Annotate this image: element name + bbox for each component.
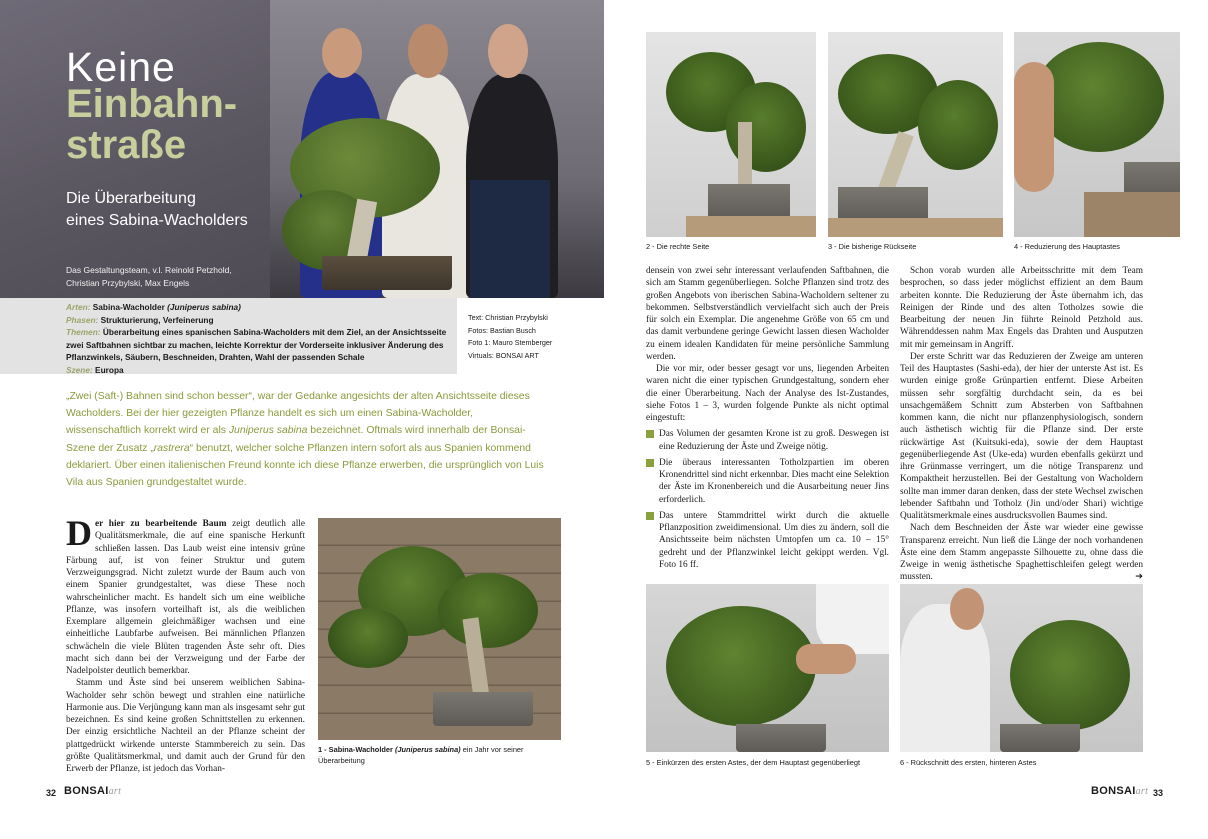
body-column-2 <box>646 265 889 571</box>
article-title-line2: Einbahn- <box>66 82 238 126</box>
photo-3-trunk <box>878 131 914 193</box>
body-column-1 <box>66 513 305 775</box>
article-credits <box>468 312 552 362</box>
continue-arrow-icon: ➔ <box>1135 571 1143 583</box>
caption-1-latin: (Juniperus sabina) <box>394 745 461 754</box>
intro-rastrera: rastrera <box>153 442 190 454</box>
hero-caption-line1: Das Gestaltungsteam, v.l. Reinold Petzhold, <box>66 265 232 275</box>
body-paragraph: Die vor mir, oder besser gesagt vor uns, liegenden Arbeiten waren nicht die einer typischen Grundgestaltung, sondern eher die einer Überarbeitung. Nach der Analyse des Ist-Zustandes, siehe Fotos 1 – 3, wurden folgende Punkte als nicht optimal eingestuft: <box>646 364 889 423</box>
intro-latin: Juniperus sabina <box>228 425 308 437</box>
infobox-phasen-value: Strukturierung, Verfeinerung <box>98 314 214 325</box>
body-paragraph: Der erste Schritt war das Reduzieren der Zweige am unteren Teil des Hauptastes (Sashi-eda), der hier der unterste Ast ist. Es wurden einige große Grünpartien entfernt. Diese Arbeiten müssen sehr sorgfältig durchdacht sein, da es bei unsachgemäßem Schnitt zum Absterben von Saftbahnen kommen kann, die nicht nur pflanzenphysiologisch, sondern auch ästhetisch wichtig für die Pflanze sind. Der erste rückwärtige Ast (Kuitsuki-eda), sowie der dem Hauptast gegenüberliegende Ast (Uke-eda) wurden ebenfalls gekürzt und ihre Grünmasse verringert, um die nötige Transparenz und Kompaktheit herzustellen. Bei der Gestaltung von Wacholdern sollte man immer daran denken, dass der stete Wechsel zwischen lebender Saftbahn und Totholz (Jin und/oder Shari) wichtige Qualitätsmerkmale eines ausdrucksvollen Baumes sind. <box>900 351 1143 521</box>
hero-caption-line2: Christian Przybylski, Max Engels <box>66 278 190 288</box>
photo-5 <box>646 584 889 752</box>
paragraph-text: Nach dem Beschneiden der Äste war wieder eine gewisse Transparenz erreicht. Nun ließ die Länge der noch vorhandenen Äste eine dem Stamm angepasste Silhouette zu, ohne dass die Zweige in wenig ästhetische Spaghettischleifen gelegt werden mussten. <box>900 523 1143 583</box>
photo-4-table <box>1084 192 1180 237</box>
page-number-left: 32 <box>46 788 57 798</box>
person-right-head <box>488 24 528 78</box>
photo-6 <box>900 584 1143 752</box>
bullet-item: Das Volumen der gesamten Krone ist zu groß. Deswegen ist eine Reduzierung der Äste und Zweige nötig. <box>646 428 889 453</box>
caption-1-pre: 1 - Sabina-Wacholder <box>318 745 395 754</box>
photo-1 <box>318 518 561 740</box>
caption-1 <box>318 744 561 766</box>
logo-text: BONSAI <box>64 785 109 797</box>
body-paragraph: Stamm und Äste sind bei unserem weiblichen Sabina-Wacholder sehr schön bewegt und strahlen eine natürliche Harmonie aus. Die Verjüngung kann man als insgesamt sehr gut bezeichnen. Es sind keine großen Schnittstellen zu erkennen. Der einzig ersichtliche Nachteil an der Pflanze scheint der plattgedrückt wirkende unterste Stammbereich zu sein. Das größte Qualitätsmerkmal, und damit auch der Grund für den Erwerb der Pflanze, ist jedoch das Vorhan- <box>66 678 305 774</box>
photo-3 <box>828 32 1003 237</box>
photo-5-foliage <box>666 606 816 726</box>
photo-6-pot <box>1000 724 1080 752</box>
infobox-themen <box>66 326 449 364</box>
magazine-logo-right <box>1091 785 1148 797</box>
paragraph-text: zeigt deutlich alle Qualitätsmerkmale, die auf eine spanische Herkunft schließen lassen. Das Laub weist eine intensiv grüne Färbung auf, ist von feiner Struktur und gutem Verzweigungsgrad. Nicht zuletzt wurde der Baum auch von einem Spanier grundgestaltet, was diese These noch wahrscheinlicher macht. Es handelt sich um eine weibliche Pflanze, was insofern vorteilhaft ist, als die weiblichen Exemplare allgemein gleichmäßiger wachsen und eine einheitliche Laubfarbe aufweisen. Bei männlichen Pflanzen schwächeln die viele Blüten tragenden Äste sehr oft. Dies macht sich dann bei der Verzweigung und der Farbe der Nadelpolster deutlich bemerkbar. <box>66 519 305 676</box>
body-paragraph: densein von zwei sehr interessant verlaufenden Saftbahnen, die sich am Stamm gegenüberliegen. Solche Pflanzen sind trotz des großen Angebots von iberischen Sabina-Wacholdern seltener zu bekommen. Selbstverständlich vervielfacht sich auch der Preis für solch ein Exemplar. Die angenehme Größe von 65 cm und das damit verbundene geringe Gewicht lassen diesen Wacholder zu einem idealen Kandidaten für meine persönliche Sammlung werden. <box>646 266 889 362</box>
infobox-arten <box>66 301 449 314</box>
photo-6-foliage <box>1010 620 1130 730</box>
infobox-themen-value: Überarbeitung eines spanischen Sabina-Wacholders mit dem Ziel, an der Ansichtsseite zwei Saftbahnen sichtbar zu machen, leichte Korrektur der Vorderseite inklusiver Änderung des Pflanzwinkels, Säubern, Beschneiden, Drahten, Wahl der passenden Schale <box>66 327 447 363</box>
infobox-phasen <box>66 314 449 327</box>
person-right-jeans <box>470 180 550 298</box>
lead-in: er hier zu bearbeitende Baum <box>95 519 227 529</box>
body-paragraph <box>900 522 1143 583</box>
infobox-szene <box>66 364 449 377</box>
photo-3-foliage-right <box>918 80 998 170</box>
photo-5-hand <box>796 644 856 674</box>
logo-art: art <box>108 786 122 797</box>
logo-text: BONSAI <box>1091 785 1136 797</box>
infobox-arten-value: Sabina-Wacholder <box>90 302 168 312</box>
photo-6-head <box>950 588 984 630</box>
credit-foto1: Foto 1: Mauro Stemberger <box>468 338 553 347</box>
photo-4 <box>1014 32 1180 237</box>
credit-virtuals: Virtuals: BONSAI ART <box>468 350 539 360</box>
caption-5: 5 - Einkürzen des ersten Astes, der dem Hauptast gegenüberliegt <box>646 758 861 767</box>
caption-6: 6 - Rückschnitt des ersten, hinteren Astes <box>900 758 1037 767</box>
photo-1-foliage-right <box>438 573 538 648</box>
magazine-logo-left <box>64 785 121 797</box>
page-number-right: 33 <box>1153 788 1164 798</box>
body-column-3 <box>900 265 1143 584</box>
intro-text-3: “ benutzt, welcher solche Pflanzen intern sofort als aus Spanien kommend deklariert. Über einen italienischen Freund konnte ich diese Pflanze erwerben, die ursprünglich von Luis Vila aus Spanien grundgestaltet wurde. <box>66 442 544 489</box>
person-middle-head <box>408 24 448 78</box>
infobox-arten-label: Arten: <box>66 302 91 312</box>
subtitle-line2: eines Sabina-Wacholders <box>66 212 248 229</box>
photo-2-table <box>686 216 816 237</box>
article-title-line1: Keine <box>66 44 176 90</box>
article-intro <box>66 388 544 491</box>
logo-art: art <box>1135 786 1149 797</box>
infobox-arten-latin: (Juniperus sabina) <box>167 302 241 312</box>
infobox-themen-label: Themen: <box>66 327 101 338</box>
article-subtitle <box>66 188 248 232</box>
caption-4: 4 - Reduzierung des Hauptastes <box>1014 242 1120 251</box>
intro-text-1: „Zwei (Saft-) Bahnen sind schon besser“, war der Gedanke angesichts der alten Ansichtsseite dieses Wacholders. Bei der hier gezeigten Pflanze handelt es sich um einen Sabina-Wacholder, wissenschaftlich korrekt wird er als <box>66 391 530 437</box>
body-paragraph: Schon vorab wurden alle Arbeitsschritte mit dem Team besprochen, so dass jeder möglichst effizient an dem Baum arbeiten konnte. Die Reduzierung der Äste übernahm ich, das Reinigen der Rinde und des alten Totholzes sowie die Bearbeitung der neuen Jin führte Reinold Petzhold aus. Währenddessen nahm Max Engels das Drahten und Ausputzen mit mir gemeinsam in Angriff. <box>900 266 1143 350</box>
body-paragraph <box>66 513 305 677</box>
photo-2 <box>646 32 816 237</box>
article-title-line3: straße <box>66 123 187 167</box>
photo-1-pot <box>433 692 533 726</box>
article-title-highlight <box>66 84 237 166</box>
caption-3: 3 - Die bisherige Rückseite <box>828 242 917 251</box>
article-infobox <box>0 298 457 374</box>
hero-photo <box>0 0 604 298</box>
caption-2: 2 - Die rechte Seite <box>646 242 710 251</box>
person-left-head <box>322 28 362 78</box>
photo-5-pot <box>736 724 826 752</box>
credit-fotos: Fotos: Bastian Busch <box>468 325 536 335</box>
photo-1-foliage-left <box>328 608 408 668</box>
photo-4-hand <box>1014 62 1054 192</box>
photo-2-trunk <box>738 122 752 192</box>
infobox-phasen-label: Phasen: <box>66 314 99 325</box>
hero-photo-caption <box>66 264 232 290</box>
infobox-szene-value: Europa <box>92 364 124 375</box>
drop-cap: D <box>66 513 92 553</box>
bullet-item: Das untere Stammdrittel wirkt durch die aktuelle Pflanzposition zweidimensional. Um dies zu ändern, soll die Ansichtsseite beim nächsten Umtopfen um ca. 10 – 15° gedreht und der Pflanzwinkel leicht gekippt werden. Vgl. Foto 16 ff. <box>646 510 889 571</box>
photo-3-table <box>828 218 1003 237</box>
credit-text: Text: Christian Przybylski <box>468 313 548 322</box>
intro-text-2: bezeichnet. Oftmals wird innerhalb der Bonsai-Szene der Zusatz „ <box>66 425 526 454</box>
hero-bonsai-pot <box>322 256 452 290</box>
subtitle-line1: Die Überarbeitung <box>66 190 196 207</box>
infobox-szene-label: Szene: <box>66 364 93 375</box>
bullet-item: Die überaus interessanten Totholzpartien im oberen Kronendrittel sind nicht erkennbar. Dies macht eine Selektion der Äste im Kronenbereich und die Ausarbeitung neuer Jins erforderlich. <box>646 457 889 506</box>
caption-1-post: ein Jahr vor seiner Überarbeitung <box>318 745 524 765</box>
photo-2-pot <box>708 184 790 220</box>
